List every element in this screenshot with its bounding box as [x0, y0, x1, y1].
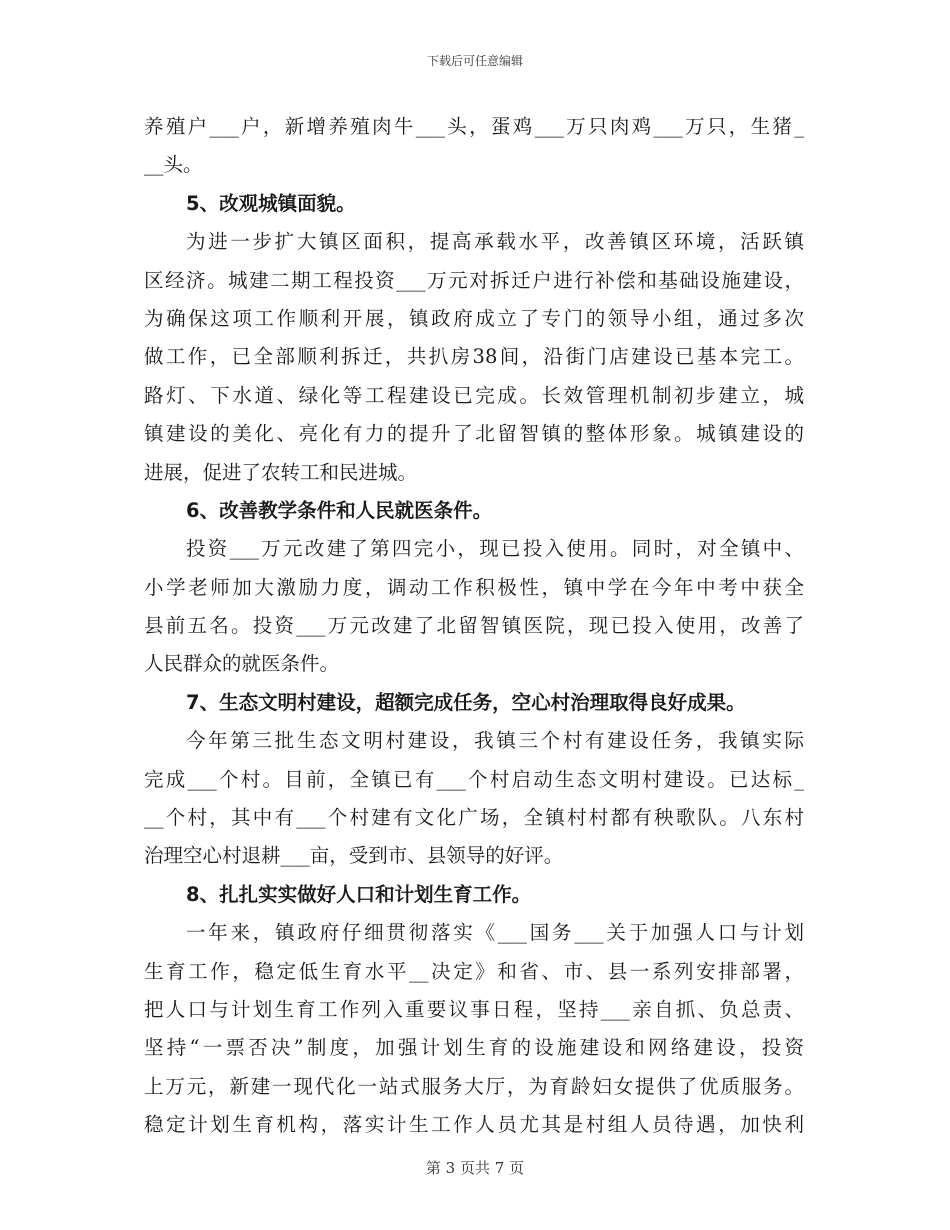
- body-line: 为进一步扩大镇区面积，提高承载水平，改善镇区环境，活跃镇: [186, 230, 804, 254]
- body-line: 完成___个村。目前，全镇已有___个村启动生态文明村建设。已达标_: [144, 767, 804, 791]
- body-line: 县前五名。投资___万元改建了北留智镇医院，现已投入使用，改善了: [144, 614, 804, 638]
- body-line: 投资___万元改建了第四完小，现已投入使用。同时，对全镇中、: [186, 537, 804, 561]
- body-line: 区经济。城建二期工程投资___万元对拆迁户进行补偿和基础设施建设，: [144, 268, 804, 292]
- body-line: __个村，其中有___个村建有文化广场，全镇村村都有秧歌队。八东村: [144, 806, 804, 830]
- section-heading: 6、改善教学条件和人民就医条件。: [186, 498, 493, 522]
- body-line: 今年第三批生态文明村建设，我镇三个村有建设任务，我镇实际: [186, 729, 804, 753]
- section-heading: 7、生态文明村建设，超额完成任务，空心村治理取得良好成果。: [186, 690, 746, 714]
- body-line: 把人口与计划生育工作列入重要议事日程，坚持___亲自抓、负总责、: [144, 997, 804, 1021]
- body-line: 小学老师加大激励力度，调动工作积极性，镇中学在今年中考中获全: [144, 575, 804, 599]
- body-line: 治理空心村退耕___亩，受到市、县领导的好评。: [144, 844, 564, 868]
- body-line: 进展，促进了农转工和民进城。: [144, 460, 418, 484]
- body-line: 稳定计划生育机构，落实计生工作人员尤其是村组人员待遇，加快利: [144, 1113, 804, 1137]
- page-footer: 第 3 页共 7 页: [425, 1159, 525, 1177]
- body-line: 为确保这项工作顺利开展，镇政府成立了专门的领导小组，通过多次: [144, 306, 804, 330]
- body-line: 一年来，镇政府仔细贯彻落实《___国务___关于加强人口与计划: [186, 921, 804, 945]
- body-line: 人民群众的就医条件。: [144, 652, 340, 676]
- section-heading: 5、改观城镇面貌。: [186, 191, 356, 215]
- body-line: 上万元，新建一现代化一站式服务大厅，为育龄妇女提供了优质服务。: [144, 1074, 804, 1098]
- body-line: 生育工作，稳定低生育水平__决定》和省、市、县一系列安排部署，: [144, 959, 804, 983]
- document-body: [144, 108, 804, 1145]
- section-heading: 8、扎扎实实做好人口和计划生育工作。: [186, 882, 532, 906]
- page-header: 下载后可任意编辑: [426, 54, 523, 68]
- body-line: 做工作，已全部顺利拆迁，共扒房38间，沿街门店建设已基本完工。: [144, 345, 804, 369]
- body-line: 镇建设的美化、亮化有力的提升了北留智镇的整体形象。城镇建设的: [144, 422, 804, 446]
- body-line: 坚持“一票否决”制度，加强计划生育的设施建设和网络建设，投资: [144, 1036, 804, 1060]
- body-line: __头。: [144, 153, 203, 177]
- body-line: 路灯、下水道、绿化等工程建设已完成。长效管理机制初步建立，城: [144, 383, 804, 407]
- body-line: 养殖户___户，新增养殖肉牛___头，蛋鸡___万只肉鸡___万只，生猪_: [144, 115, 804, 138]
